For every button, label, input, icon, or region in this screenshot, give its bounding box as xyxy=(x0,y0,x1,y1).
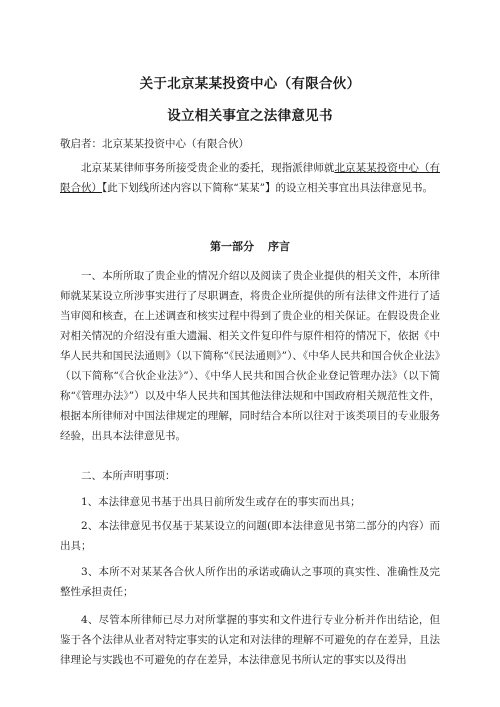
intro-paragraph xyxy=(60,158,440,198)
declaration-item-2: 2、本法律意见书仅基于某某设立的问题(即本法律意见书第二部分的内容）而出具； xyxy=(60,520,440,552)
addressee: 敬启者：北京某某投资中心（有限合伙） xyxy=(60,138,249,150)
declaration-heading: 二、本所声明事项： xyxy=(81,470,176,482)
declaration-item-3: 3、本所不对某某各合伙人所作出的承诺或确认之事项的真实性、准确性及完整性承担责任； xyxy=(60,566,440,598)
declaration-item-4: 4、尽管本所律师已尽力对所掌握的事实和文件进行专业分析并作出结论，但鉴于各个法律从业者对特定事实的认定和对法律的理解不可避免的存在差异，且法律理论与实践也不可避免的存在差异，本法律意见书所认定的事实以及得出 xyxy=(60,614,440,666)
declaration-item-1: 1、本法律意见书基于出具日前所发生或存在的事实而出具； xyxy=(81,496,361,508)
intro-text-post: 【此下划线所述内容以下简称“某某”】的设立相关事宜出具法律意见书。 xyxy=(102,182,433,194)
document-title-line2: 设立相关事宜之法律意见书 xyxy=(167,108,333,124)
part-one-heading xyxy=(0,238,500,254)
intro-text-pre: 北京某某律师事务所接受贵企业的委托，现指派律师就 xyxy=(81,162,335,174)
section-label: 序言 xyxy=(268,240,290,253)
intro-client-name: 北京某某投资中心（有限合伙） xyxy=(60,162,440,194)
document-title-line1: 关于北京某某投资中心（有限合伙） xyxy=(139,76,361,92)
part-label: 第一部分 xyxy=(210,240,254,253)
preface-paragraph-1: 一、本所所取了贵企业的情况介绍以及阅读了贵企业提供的相关文件，本所律师就某某设立所涉事实进行了尽职调查，将贵企业所提供的所有法律文件进行了适当审阅和核查，在上述调查和核实过程中得到了贵企业的相关保证。在假设贵企业对相关情况的介绍没有重大遗漏、相关文件复印件与原件相符的情况下，依据《中华人民共和国民法通则》（以下简称“《民法通则》”）、《中华人民共和国合伙企业法》（以下简称“《合伙企业法》”）、《中华人民共和国合伙企业登记管理办法》（以下简称“《管理办法》”）以及中华人民共和国其他法律法规和中国政府相关规范性文件，根据本所律师对中国法律规定的理解，同时结合本所以往对于该类项目的专业服务经验，出具本法律意见书。 xyxy=(60,270,440,442)
